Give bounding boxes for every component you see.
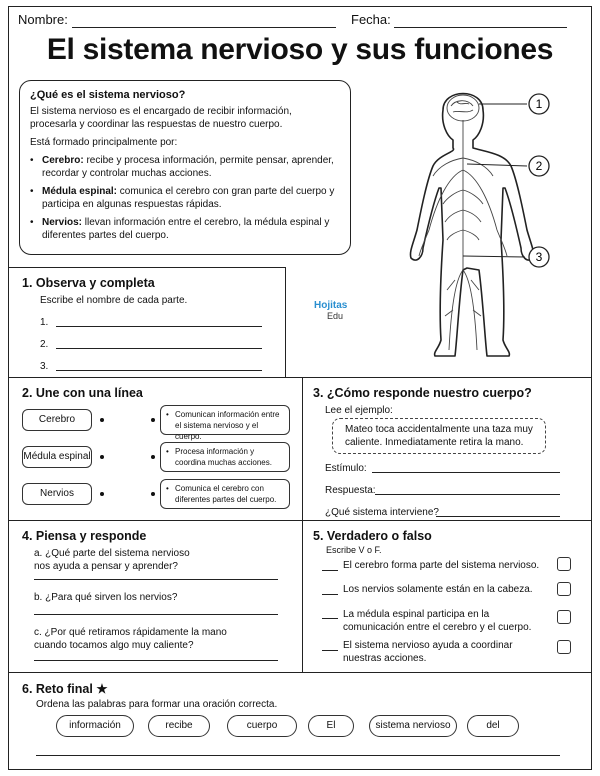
match-left-nervios[interactable]: Nervios bbox=[22, 483, 92, 505]
match-dot[interactable] bbox=[151, 418, 155, 422]
vf-statement: El sistema nervioso ayuda a coordinar nuestras acciones. bbox=[343, 640, 513, 664]
brand-logo-sub: Edu bbox=[327, 311, 344, 321]
question-b: b. ¿Para qué sirven los nervios? bbox=[34, 592, 178, 603]
section6-heading: 6. Reto final ★ bbox=[22, 682, 108, 696]
section2-heading: 2. Une con una línea bbox=[22, 386, 143, 400]
answer-line[interactable] bbox=[56, 348, 262, 349]
section1-instruction: Escribe el nombre de cada parte. bbox=[40, 295, 188, 306]
nerves bbox=[419, 95, 507, 350]
body-outline bbox=[410, 94, 533, 357]
figure-labels bbox=[529, 94, 549, 267]
intro-item: • Médula espinal: comunica el cerebro con gran parte del cuerpo y participa en algunas respuestas rápidas. bbox=[30, 186, 335, 210]
word-chip[interactable]: El bbox=[308, 715, 354, 737]
stimulus-field[interactable] bbox=[372, 472, 560, 473]
system-label: ¿Qué sistema interviene? bbox=[325, 507, 439, 518]
section3-heading: 3. ¿Cómo responde nuestro cuerpo? bbox=[313, 386, 532, 400]
match-right-2[interactable]: • Procesa información y coordina muchas acciones. bbox=[160, 442, 290, 472]
date-label: Fecha: bbox=[351, 12, 391, 27]
word-chip[interactable]: del bbox=[467, 715, 519, 737]
stimulus-label: Estímulo: bbox=[325, 463, 367, 474]
word-chip[interactable]: cuerpo bbox=[227, 715, 297, 737]
answer-line[interactable] bbox=[34, 660, 278, 661]
intro-subtext: Está formado principalmente por: bbox=[30, 137, 178, 148]
vf-statement: El cerebro forma parte del sistema nervioso. bbox=[343, 560, 540, 571]
answer-line[interactable] bbox=[34, 579, 278, 580]
date-field[interactable] bbox=[394, 27, 567, 28]
vf-statement: La médula espinal participa en la comunicación entre el cerebro y el cuerpo. bbox=[343, 609, 532, 633]
answer-line[interactable] bbox=[56, 370, 262, 371]
name-label: Nombre: bbox=[18, 12, 68, 27]
question-a: a. ¿Qué parte del sistema nervioso nos ayuda a pensar y aprender? bbox=[34, 548, 190, 572]
word-chip[interactable]: recibe bbox=[148, 715, 210, 737]
blank-label: 1. bbox=[40, 317, 49, 328]
question-c: c. ¿Por qué retiramos rápidamente la mano cuando tocamos algo muy caliente? bbox=[34, 627, 227, 651]
name-field[interactable] bbox=[72, 27, 336, 28]
system-field[interactable] bbox=[436, 516, 560, 517]
figure-label-3: 3 bbox=[535, 250, 543, 264]
match-dot[interactable] bbox=[151, 455, 155, 459]
intro-text: El sistema nervioso es el encargado de recibir información, procesarla y coordinar las respuestas de nuestro cuerpo. bbox=[30, 106, 292, 130]
sentence-answer-line[interactable] bbox=[36, 755, 560, 756]
word-chip[interactable]: sistema nervioso bbox=[369, 715, 457, 737]
match-dot[interactable] bbox=[100, 455, 104, 459]
match-left-cerebro[interactable]: Cerebro bbox=[22, 409, 92, 431]
intro-heading: ¿Qué es el sistema nervioso? bbox=[30, 89, 186, 101]
section6-instruction: Ordena las palabras para formar una oración correcta. bbox=[36, 699, 278, 710]
example-box: Mateo toca accidentalmente una taza muy caliente. Inmediatamente retira la mano. bbox=[332, 418, 546, 454]
vf-checkbox[interactable] bbox=[557, 557, 571, 571]
intro-box bbox=[19, 80, 351, 255]
section5-heading: 5. Verdadero o falso bbox=[313, 529, 432, 543]
intro-item: • Nervios: llevan información entre el cerebro, la médula espinal y diferentes partes del cuerpo. bbox=[30, 217, 330, 241]
match-dot[interactable] bbox=[100, 492, 104, 496]
answer-line[interactable] bbox=[56, 326, 262, 327]
section3-lead: Lee el ejemplo: bbox=[325, 405, 393, 416]
vf-blank[interactable] bbox=[322, 650, 338, 651]
intro-item: • Cerebro: recibe y procesa información, permite pensar, aprender, recordar y controlar muchas acciones. bbox=[30, 155, 334, 179]
vf-blank[interactable] bbox=[322, 594, 338, 595]
brand-logo: Hojitas bbox=[314, 300, 348, 311]
match-dot[interactable] bbox=[100, 418, 104, 422]
figure-label-2: 2 bbox=[535, 159, 543, 173]
response-label: Respuesta: bbox=[325, 485, 376, 496]
figure-label-1: 1 bbox=[535, 97, 543, 111]
section5-instruction: Escribe V o F. bbox=[326, 545, 382, 555]
vf-checkbox[interactable] bbox=[557, 582, 571, 596]
vf-blank[interactable] bbox=[322, 570, 338, 571]
blank-label: 2. bbox=[40, 339, 49, 350]
match-right-3[interactable]: • Comunica el cerebro con diferentes partes del cuerpo. bbox=[160, 479, 290, 509]
vf-statement: Los nervios solamente están en la cabeza. bbox=[343, 584, 533, 595]
answer-line[interactable] bbox=[34, 614, 278, 615]
match-dot[interactable] bbox=[151, 492, 155, 496]
vf-checkbox[interactable] bbox=[557, 640, 571, 654]
response-field[interactable] bbox=[375, 494, 560, 495]
word-chip[interactable]: información bbox=[56, 715, 134, 737]
section4-heading: 4. Piensa y responde bbox=[22, 529, 147, 543]
page-title: El sistema nervioso y sus funciones bbox=[46, 33, 554, 66]
match-right-1[interactable]: • Comunican información entre el sistema nervioso y el cuerpo. bbox=[160, 405, 290, 435]
vf-checkbox[interactable] bbox=[557, 610, 571, 624]
match-left-medula[interactable]: Médula espinal bbox=[22, 446, 92, 468]
blank-label: 3. bbox=[40, 361, 49, 372]
vf-blank[interactable] bbox=[322, 618, 338, 619]
nervous-system-figure bbox=[355, 80, 575, 370]
section1-heading: 1. Observa y completa bbox=[22, 276, 155, 290]
